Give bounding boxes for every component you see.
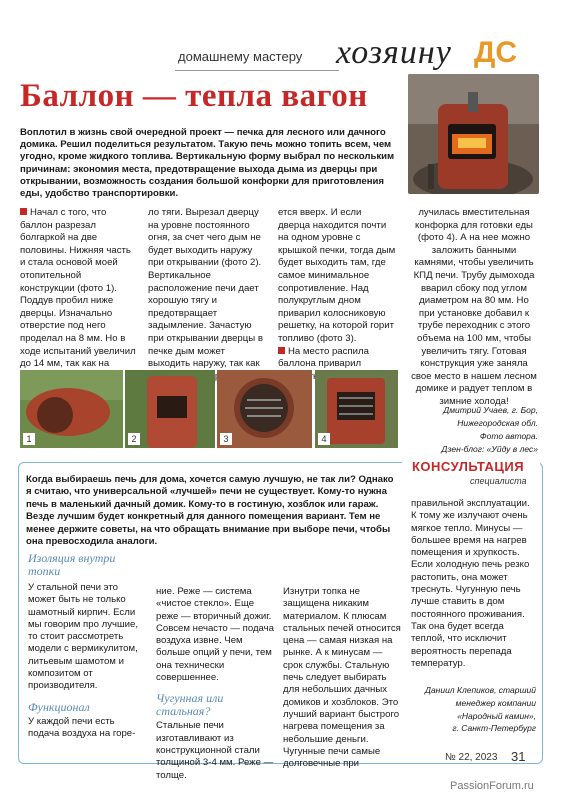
consultation-title: КОНСУЛЬТАЦИЯ — [412, 459, 525, 474]
consultation-column-1 — [28, 552, 146, 740]
signature-line: Дмитрий Учаев, г. Бор, — [443, 405, 538, 415]
article-title: Баллон — тепла вагон — [20, 78, 368, 114]
consultation-column-4: правильной эксплуатации. К тому же излучают очень мягкое тепло. Минусы — большее время на нагрев помещения и хрупкость. Если холодную печь резко растопить, она может треснуть. Чугунную печь лучше ставить в дом постоянного проживания. Так она будет всегда теплой, что исключит вероятность перепада температур. — [411, 498, 530, 669]
page-number: 31 — [511, 749, 526, 764]
paragraph: У стальной печи это может быть не только шамотный кирпич. Если мы говорим про лучшие, то стоит рассмотреть модели с вермикулитом, литьевым шамотом и композитом от производителя. — [28, 582, 139, 692]
photo-2 — [125, 370, 215, 448]
signature-line: Фото автора. — [479, 431, 538, 441]
paragraph: Стальные печи изготавливают из конструкционной стали толщиной 3-4 мм. Реже — толще. — [156, 720, 274, 781]
stove-photo-main — [408, 74, 539, 194]
paragraph: ние. Реже — система «чистое стекло». Еще реже — вторичный дожиг. Совсем нечасто — подача воздуха извне. Чем больше опций у печи, тем она технически совершеннее. — [156, 586, 275, 684]
article-lead: Воплотил в жизнь свой очередной проект — печка для лесного или дачного домика. Решил поделиться результатом. Такую печь можно топить всем, чем угодно, кроме жидкого топлива. Вертикальную форму выбрал по нескольким причинам: экономия места, предотвращение выхода дыма из дверцы при открывании, возможность создания большой конфорки для приготовления еды, удобство транспортировки. — [20, 127, 395, 200]
signature-line: Даниил Клепиков, старший — [424, 685, 536, 695]
paragraph: У каждой печи есть подача воздуха на горе- — [28, 715, 136, 739]
issue-number: № 22, 2023 — [445, 752, 498, 763]
signature-line: менеджер компании — [455, 697, 536, 708]
expert-signature — [418, 684, 536, 735]
subheading: Функционал — [28, 699, 90, 714]
watermark: PassionForum.ru — [450, 780, 534, 792]
subheading: Чугунная или стальная? — [156, 691, 224, 719]
signature-line: г. Санкт-Петербург — [452, 723, 536, 734]
author-signature — [410, 404, 538, 456]
consultation-subtitle: специалиста — [470, 476, 527, 486]
article-column-3 — [278, 207, 396, 396]
subheading: Изоляция внутри топки — [28, 551, 116, 578]
article-column-1 — [20, 207, 138, 396]
consultation-column-3: Изнутри топка не защищена никаким материалом. К плюсам стальных печей относится цена — самая низкая на рынке. А к минусам — срок службы. Стальную печь следует выбирать для небольших дачных домиков и хозблоков. Это лучший вариант быстрого нагрева помещения за небольшие деньги. Чугунные печи самые долговечные при — [283, 586, 401, 770]
consultation-question: Когда выбираешь печь для дома, хочется самую лучшую, не так ли? Однако я считаю, что универсальной «лучшей» печи не существует. Кому-то нужна печь в маленький дачный домик. Кому-то в гостиную, хозблок или гараж. Везде лучшим будет конкретный для данного помещения вариант. Тем не менее держите советы, на что обращать внимание при выборе печи, чтобы она превосходила аналоги. — [26, 474, 394, 548]
section-label: домашнему мастеру — [178, 49, 303, 64]
header-rule — [175, 70, 339, 71]
section-title: хозяину — [336, 34, 452, 71]
photo-number: 4 — [318, 433, 330, 445]
magazine-logo: ДС — [474, 36, 518, 69]
signature-line: Нижегородская обл. — [457, 418, 538, 428]
article-column-4: лучилась вместительная конфорка для готовки еды (фото 4). А на нее можно заложить банными камнями, чтобы увеличить КПД печи. Трубу дымохода вварил сбоку под углом диаметром на 80 мм. Но при установке добавил к трубе переходник с этого объема на 100 мм, чтобы увеличить тягу. Готовая конструкция уже заняла свое место в нашем лесном домике и радует теплом в зимние холода! — [411, 207, 537, 407]
bullet-marker — [278, 347, 285, 354]
article-text-cont: На место распила баллона приварил — [278, 345, 369, 370]
signature-line: Дзен-блог: «Уйду в лес» — [441, 444, 538, 454]
photo-number: 1 — [23, 433, 35, 445]
photo-number: 3 — [220, 433, 232, 445]
signature-line: «Народный камин», — [457, 710, 536, 721]
photo-1 — [20, 370, 123, 448]
article-text: ется вверх. И если дверца находится почти на одном уровне с крышкой печки, тогда дым будет выходить там, где самое минимальное сопротивление. Над полукруглым дном приварил колосниковую решетку, на которой горит топливо (фото 3). — [278, 207, 396, 344]
consultation-column-2 — [156, 586, 274, 782]
photo-3 — [217, 370, 312, 448]
article-column-2: ло тяги. Вырезал дверцу на уровне постоянного огня, за счет чего дым не будет выходить наружу при открывании (фото 2). Вертикальное расположение печи дает хорошую тягу и предотвращает задымление. Зачастую при открывании дверцы в печке дым может выходить наружу, так как — [148, 207, 263, 370]
photo-4 — [315, 370, 398, 448]
bullet-marker — [20, 208, 27, 215]
article-text: Начал с того, что баллон разрезал болгаркой на две половины. Нижняя часть и стала основой моей отопительной конструкции (фото 1). Поддув пробил ниже дверцы. Изначально отверстие под него проделал на 8 мм. Но в ходе испытаний увеличил до 14 мм, так как на — [20, 207, 136, 370]
photo-number: 2 — [128, 433, 140, 445]
